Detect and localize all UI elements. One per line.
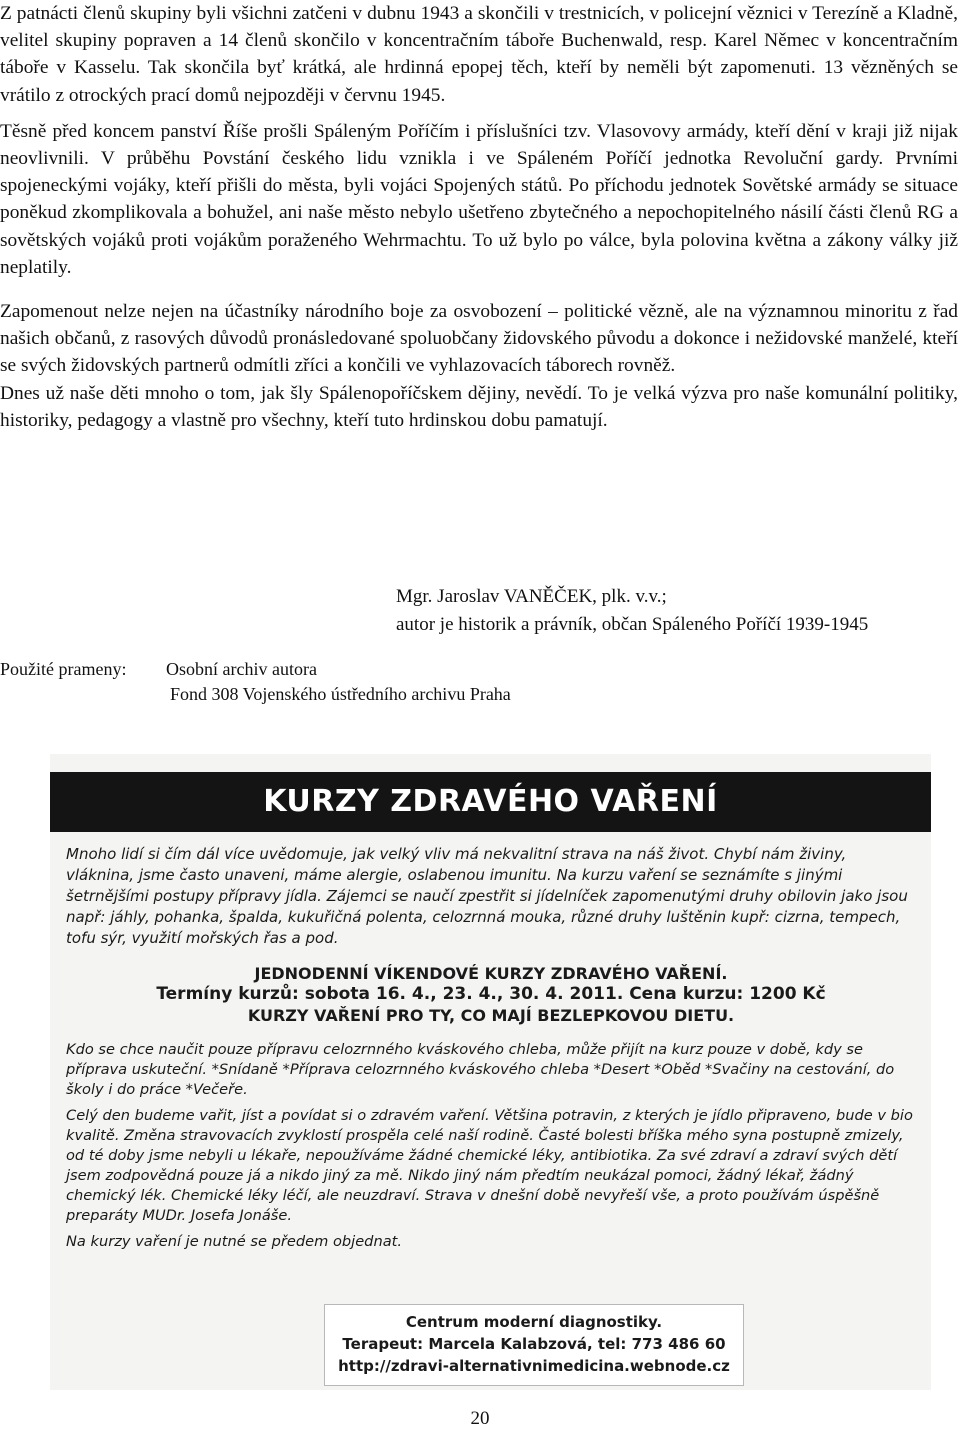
page-number: 20 [470, 1408, 490, 1429]
author-role: autor je historik a právník, občan Spáleného Poříčí 1939-1945 [396, 614, 869, 635]
ad-title: KURZY ZDRAVÉHO VAŘENÍ [263, 784, 718, 819]
author-signature [396, 583, 868, 639]
ad-paragraph: Celý den budeme vařit, jíst a povídat si o zdravém vaření. Většina potravin, z kterých je jídlo připravenо, bude v bio kvalitě. Změna stravovacích zvyklostí prospěla celé naší rodině. Časté bolesti bříška mého syna postupně zmizely, od té doby jsme nebyli u lékaře, nepoužíváme žádné chemické léky, antibiotika. Za své zdraví a zdraví svých dětí jsem zodpovědná pouze já a nikdo jiný za mě. Nikdo jiný nám předtím neukázal pomoci, žádný lékař, žádný chemický lék. Chemické léky léčí, ale neuzdraví. Strava v dnešní době nevyřeší vše, a proto používám úspěšně preparáty MUDr. Josefa Jonáše. [66, 1107, 913, 1224]
ad-paragraph: Kdo se chce naučit pouze přípravu celozrnného kváskového chleba, může přijít na kurz pouze v době, kdy se příprava uskuteční. *Snídaně *Příprava celozrnného kváskového chleba *Desert *Oběd *Svačiny na cestování, do školy i do práce *Večeře. [66, 1041, 895, 1098]
ad-body [66, 844, 916, 1258]
ad-gluten-free-note: KURZY VAŘENÍ PRO TY, CO MAJÍ BEZLEPKOVOU DIETU. [247, 1006, 735, 1025]
sources-label: Použité prameny: [0, 659, 127, 679]
ad-course-dates: Termíny kurzů: sobota 16. 4., 23. 4., 30. 4. 2011. Cena kurzu: 1200 Kč [156, 984, 826, 1004]
ad-contact-box [324, 1304, 744, 1386]
article-paragraph: Z patnácti členů skupiny byli všichni zatčeni v dubnu 1943 a skončili v trestnicích, v policejní věznici v Terezíně a Kladně, velitel skupiny popraven a 14 členů skončilo v koncentračním táboře Buchenwald, resp. Karel Němec v koncentračním táboře v Kasselu. Tak skončila byť krátká, ale hrdinná epopej těch, kteří by neměli být zapomenuti. 13 vězněných se vrátilo z otrockých prací domů nejpozději v červnu 1945. [0, 3, 958, 106]
sources-list [166, 657, 511, 707]
article-paragraph: Těsně před koncem panství Říše prošli Spáleným Poříčím i příslušníci tzv. Vlasovovy armády, kteří dění v kraji již nijak neovlivnili. V průběhu Povstání českého lidu vznikla i ve Spáleném Poříčí jednotka Revoluční gardy. Prvními spojeneckými vojáky, kteří přišli do města, byli vojáci Spojených států. Po příchodu jednotek Sovětské armády se situace poněkud zkomplikovala a bohužel, ani naše město nebylo ušetřeno zbytečného a nepochopitelného násilí části členů RG a sovětských vojáků proti vojákům poraženého Wehrmachtu. To už bylo po válce, byla polovina května a zákony války již neplatily. [0, 120, 958, 278]
article-paragraph: Dnes už naše děti mnoho o tom, jak šly Spálenopoříčskem dějiny, nevědí. To je velká výzva pro naše komunální politiky, historiky, pedagogy a vlastně pro všechny, kteří tuto hrdinskou dobu pamatují. [0, 382, 958, 431]
ad-contact-person: Terapeut: Marcela Kalabzová, tel: 773 486 60 [342, 1335, 726, 1353]
ad-highlight [66, 963, 916, 1026]
source-item: Osobní archiv autora [166, 659, 317, 679]
source-item: Fond 308 Vojenského ústředního archivu Praha [170, 684, 511, 704]
article-body [0, 0, 958, 434]
ad-contact-url[interactable]: http://zdravi-alternativnimedicina.webnode.cz [338, 1357, 730, 1375]
ad-highlight-heading: JEDNODENNÍ VÍKENDOVÉ KURZY ZDRAVÉHO VAŘENÍ. [254, 964, 728, 983]
ad-paragraph: Na kurzy vaření je nutné se předem objednat. [66, 1233, 402, 1250]
article-paragraph: Zapomenout nelze nejen na účastníky národního boje za osvobození – politické vězně, ale na významnou minoritu z řad našich občanů, z rasových důvodů pronásledované spoluobčany židovského původu a dokonce i nežidovské manželé, kteří se svých židovských partnerů odmítli zříci a končili ve vyhlazovacích táborech rovněž. [0, 301, 958, 377]
ad-intro: Mnoho lidí si čím dál více uvědomuje, jak velký vliv má nekvalitní strava na náš život. Chybí nám živiny, vláknina, jsme často unaveni, máme alergie, oslabenou imunitu. Na kurzu vaření se seznámíte s jinými šetrnějšími postupy přípravy jídla. Zájemci se naučí zpestřit si jídelníček zapomenutými druhy obilovin jako jsou např: jáhly, pohanka, špalda, kukuřičná polenta, celozrnná mouka, různé druhy luštěnin kupř: cizrna, tempech, tofu sýr, využití mořských řas a pod. [66, 845, 908, 947]
ad-header-banner [50, 772, 931, 832]
ad-contact-org: Centrum moderní diagnostiky. [405, 1313, 663, 1331]
cooking-course-advertisement [50, 754, 931, 1390]
author-name: Mgr. Jaroslav VANĚČEK, plk. v.v.; [396, 586, 667, 607]
